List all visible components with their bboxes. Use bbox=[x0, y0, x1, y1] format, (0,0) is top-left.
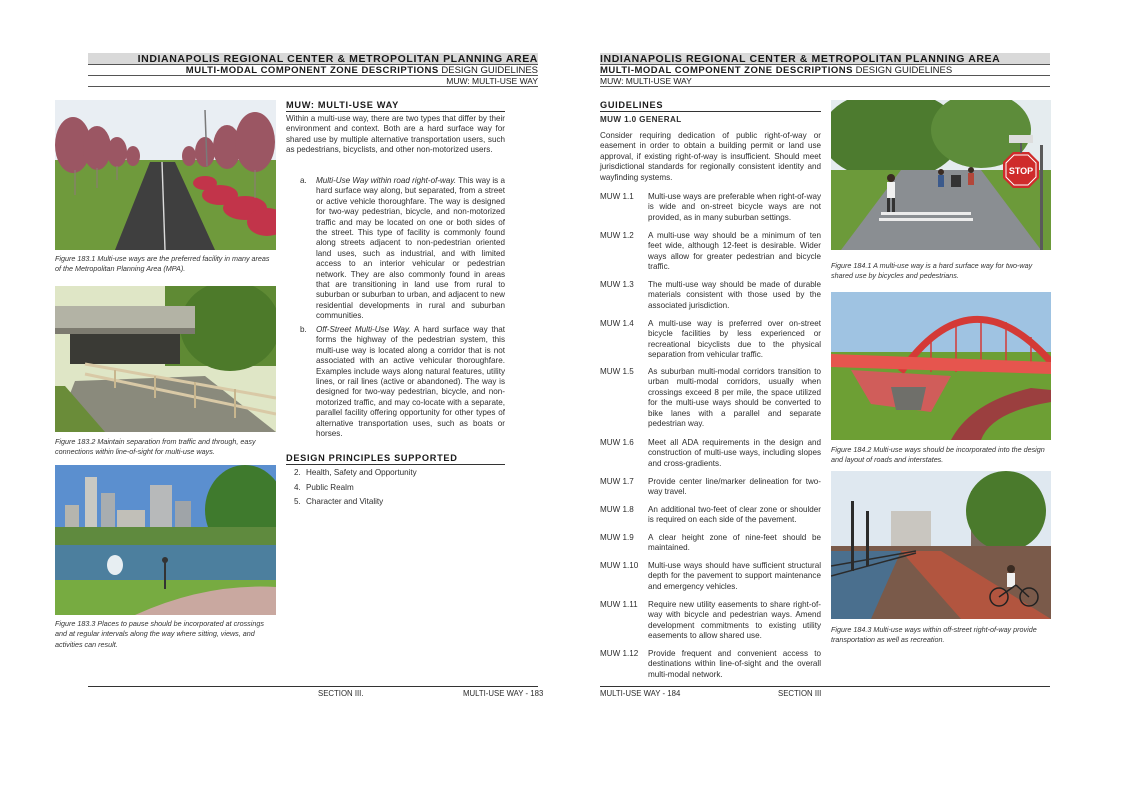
guideline-text: A multi-use way should be a minimum of ten feet wide, although 12-feet is desirable. Wider ways allow for greater pedestrian and bicycle traffic. bbox=[648, 231, 821, 272]
right-page bbox=[562, 0, 1123, 794]
guideline-code: MUW 1.5 bbox=[600, 367, 634, 376]
principle-item: 4. Public Realm bbox=[294, 483, 354, 492]
guideline-text: An additional two-feet of clear zone or shoulder is required on each side of the pavement. bbox=[648, 505, 821, 525]
guideline-text: Multi-use ways should have sufficient structural depth for the pavement to support maintenance and emergency vehicles. bbox=[648, 561, 821, 591]
guideline-text: A multi-use way is preferred over on-street bicycle facilities by less experienced or recreational bicyclists due to the physical separation from vehicular traffic. bbox=[648, 319, 821, 360]
type-b-title: Off-Street Multi-Use Way. bbox=[316, 325, 411, 334]
footer-page-number: MULTI-USE WAY - 184 bbox=[600, 689, 681, 698]
general-paragraph: Consider requiring dedication of public right-of-way or easement in order to obtain a building permit or land use approval, if existing right-of-way is insufficient. Should meet jurisdictional standards for regionally consistent identity and wayfinding systems. bbox=[600, 131, 821, 182]
figure-caption: Figure 184.3 Multi-use ways within off-street right-of-way provide transportation as well as recreation. bbox=[831, 625, 1037, 645]
guideline-text: Meet all ADA requirements in the design and construction of multi-use ways, including slopes and cross-gradients. bbox=[648, 438, 821, 468]
guideline-code: MUW 1.4 bbox=[600, 319, 634, 328]
type-a-text: This way is a hard surface way along, but separated, from a street or active vehicle thoroughfare. The way is designed for two-way pedestrian, bicycle, and non-motorized traffic and may be located on one or both sides of the street. This type of facility is commonly found along streets adjacent to non-pedestrian oriented land uses, such as industrial, and with limited access to an interior vehicular or pedestrian network. They are also commonly found in areas that are transitioning in land use from rural to suburban or suburban to urban, and adjacent to new residential developments in rural and suburban communities. bbox=[316, 176, 505, 321]
footer-page-number: MULTI-USE WAY - 183 bbox=[463, 689, 544, 698]
header-title: INDIANAPOLIS REGIONAL CENTER & METROPOLITAN PLANNING AREA bbox=[88, 53, 538, 65]
principle-item: 2. Health, Safety and Opportunity bbox=[294, 468, 417, 477]
type-a-item bbox=[300, 176, 505, 321]
photo-canal-park-with-skyline bbox=[55, 465, 276, 615]
guideline-code: MUW 1.12 bbox=[600, 649, 639, 658]
figure-caption: Figure 183.1 Multi-use ways are the preferred facility in many areas of the Metropolitan Planning Area (MPA). bbox=[55, 254, 270, 274]
guideline-text: As suburban multi-modal corridors transition to urban multi-modal corridors, usually when crossings exceed 8 per mile, the space utilized for the multi-use ways should be converted to bike lanes with a parallel and separate pedestrian way. bbox=[648, 367, 821, 429]
left-page bbox=[0, 0, 561, 794]
section-heading-guidelines: GUIDELINES bbox=[600, 100, 821, 112]
type-a-title: Multi-Use Way within road right-of-way. bbox=[316, 176, 457, 185]
section-heading-muw: MUW: MULTI-USE WAY bbox=[286, 100, 505, 112]
header-section-label: MUW: MULTI-USE WAY bbox=[88, 75, 538, 87]
guideline-code: MUW 1.11 bbox=[600, 600, 638, 609]
header-subtitle: MULTI-MODAL COMPONENT ZONE DESCRIPTIONS DESIGN GUIDELINES bbox=[88, 64, 538, 75]
photo-trail-under-bridge bbox=[55, 286, 276, 432]
guideline-code: MUW 1.6 bbox=[600, 438, 634, 447]
guideline-text: A clear height zone of nine-feet should be maintained. bbox=[648, 533, 821, 553]
guideline-text: The multi-use way should be made of durable materials consistent with those used by the associated jurisdiction. bbox=[648, 280, 821, 310]
footer-section: SECTION III bbox=[778, 689, 822, 698]
figure-caption: Figure 184.1 A multi-use way is a hard surface way for two-way shared use by bicycles and pedestrians. bbox=[831, 261, 1033, 281]
photo-trail-with-red-trees bbox=[55, 100, 276, 250]
stop-sign-text: STOP bbox=[1008, 166, 1034, 176]
guideline-code: MUW 1.9 bbox=[600, 533, 634, 542]
intro-paragraph: Within a multi-use way, there are two types that differ by their environment and context. Both are a hard surface way for shared use by multiple alternative transportation users, such as pedestrians, bicyclists, and other non-motorized users. bbox=[286, 114, 505, 155]
guideline-code: MUW 1.2 bbox=[600, 231, 634, 240]
guideline-code: MUW 1.10 bbox=[600, 561, 639, 570]
guideline-text: Require new utility easements to share right-of-way with bicycle and pedestrian ways. Amend development commitments to existing utility easements to allow shared use. bbox=[648, 600, 821, 641]
guideline-code: MUW 1.3 bbox=[600, 280, 634, 289]
type-b-item bbox=[300, 325, 505, 445]
guideline-text: Provide frequent and convenient access to destinations within line-of-sight and the overall multi-modal network. bbox=[648, 649, 821, 679]
guideline-code: MUW 1.7 bbox=[600, 477, 634, 486]
footer-rule bbox=[600, 686, 1050, 687]
guideline-code: MUW 1.8 bbox=[600, 505, 634, 514]
footer-rule bbox=[88, 686, 538, 687]
figure-caption: Figure 184.2 Multi-use ways should be incorporated into the design and layout of roads and interstates. bbox=[831, 445, 1045, 465]
figure-caption: Figure 183.2 Maintain separation from traffic and through, easy connections within line-of-sight for multi-use ways. bbox=[55, 437, 256, 457]
guideline-text: Multi-use ways are preferable when right-of-way is wide and on-street bicycle ways are not provided, as in many suburban settings. bbox=[648, 192, 821, 222]
section-heading-principles: DESIGN PRINCIPLES SUPPORTED bbox=[286, 453, 505, 465]
header-title: INDIANAPOLIS REGIONAL CENTER & METROPOLITAN PLANNING AREA bbox=[600, 53, 1050, 65]
figure-caption: Figure 183.3 Places to pause should be incorporated at crossings and at regular intervals along the way where sitting, views, and activities can result. bbox=[55, 619, 264, 649]
principle-item: 5. Character and Vitality bbox=[294, 497, 384, 506]
type-b-text: A hard surface way that forms the highway of the pedestrian system, this multi-use way is located along a corridor that is not associated with an active vehicular thoroughfare. Examples include ways along natural features, utility lines, or rail lines (active or abandoned). The way is designed for two-way pedestrian, bicycle, and non-motorized traffic, and may co-locate with a separate, parallel facility offering opportunity for other types of alternative transportation uses, such as boats or horses. bbox=[316, 325, 505, 439]
photo-runners-and-cyclists bbox=[831, 100, 1051, 250]
general-heading: MUW 1.0 GENERAL bbox=[600, 115, 682, 124]
header-subtitle: MULTI-MODAL COMPONENT ZONE DESCRIPTIONS DESIGN GUIDELINES bbox=[600, 64, 1050, 75]
guideline-code: MUW 1.1 bbox=[600, 192, 634, 201]
photo-red-arch-bridge bbox=[831, 292, 1051, 440]
header-section-label: MUW: MULTI-USE WAY bbox=[600, 75, 1050, 87]
list-marker: b. bbox=[300, 325, 307, 334]
guideline-text: Provide center line/marker delineation for two-way travel. bbox=[648, 477, 821, 497]
footer-section: SECTION III. bbox=[318, 689, 364, 698]
photo-canal-cyclist bbox=[831, 471, 1051, 619]
list-marker: a. bbox=[300, 176, 307, 185]
